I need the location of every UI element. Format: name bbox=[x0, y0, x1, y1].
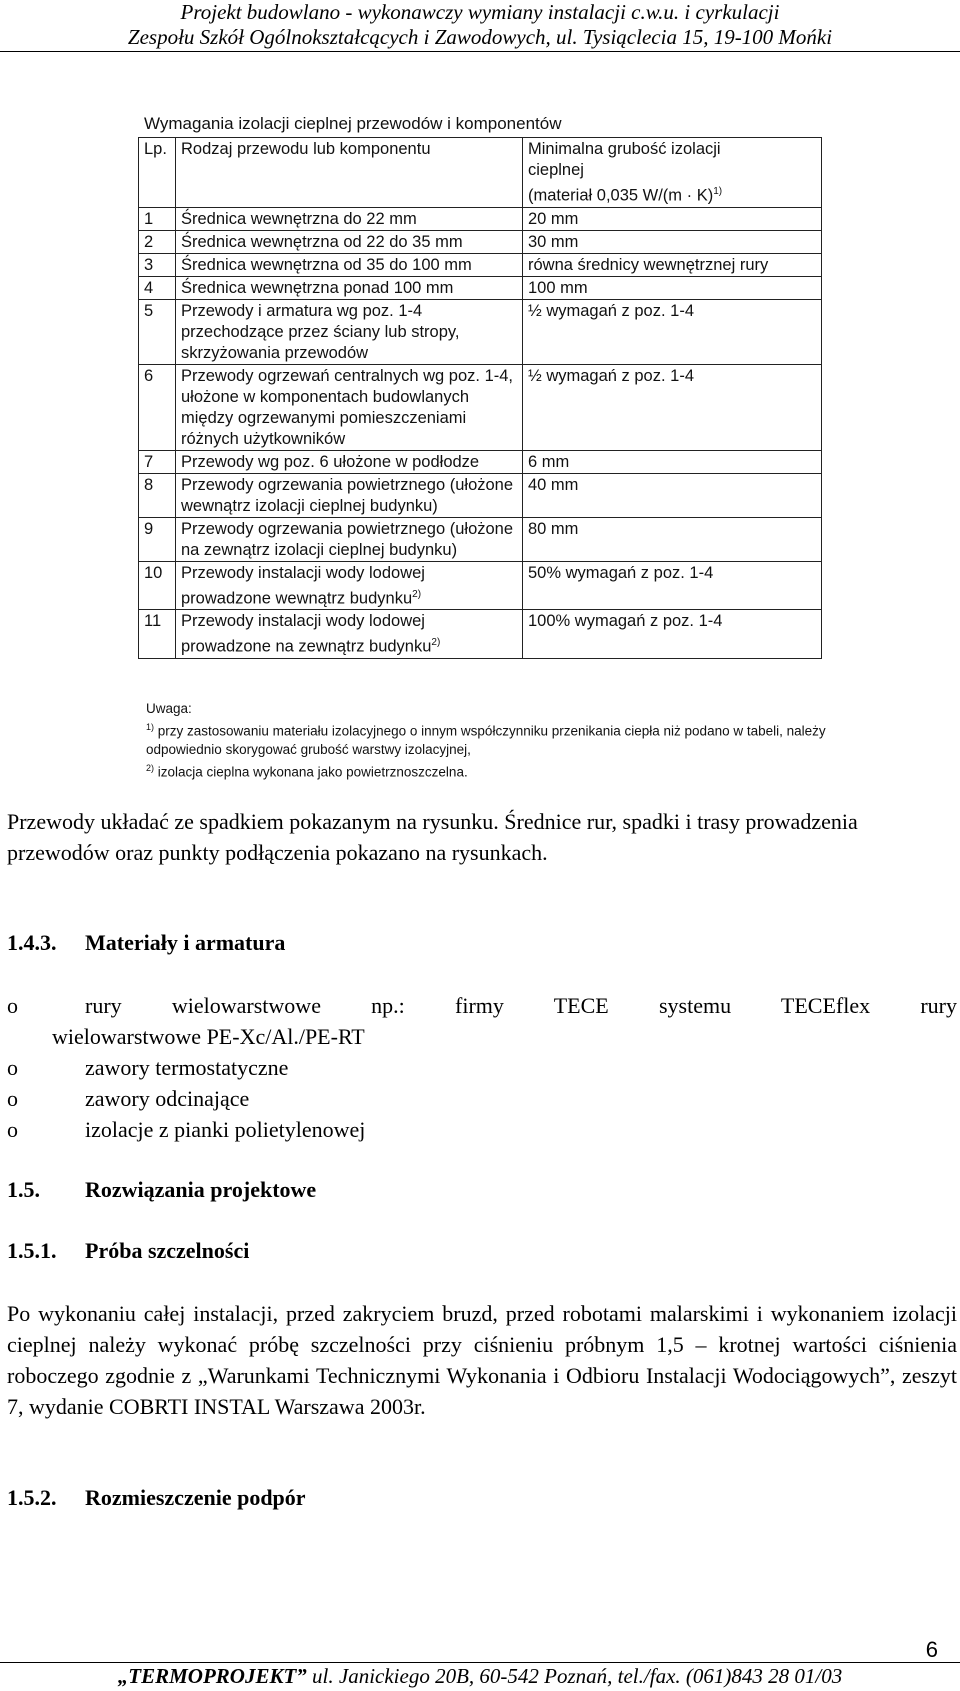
list-item-text: izolacje z pianki polietylenowej bbox=[85, 1117, 366, 1142]
section-title: Próba szczelności bbox=[85, 1238, 250, 1263]
cell-value: 30 mm bbox=[523, 230, 822, 253]
cell-lp: 2 bbox=[139, 230, 176, 253]
cell-lp: 11 bbox=[139, 610, 176, 659]
footer-company: „TERMOPROJEKT” bbox=[117, 1664, 307, 1688]
cell-name bbox=[176, 450, 523, 473]
column-header-value-line1: Minimalna grubość izolacji bbox=[528, 140, 721, 158]
note-2 bbox=[146, 759, 826, 782]
footer-address: ul. Janickiego 20B, 60-542 Poznań, tel./fax. (061)843 28 01/03 bbox=[306, 1664, 843, 1688]
insulation-table bbox=[138, 137, 822, 659]
section-number: 1.5. bbox=[7, 1177, 40, 1202]
cell-value: ½ wymagań z poz. 1-4 bbox=[523, 299, 822, 364]
cell-value: 100% wymagań z poz. 1-4 bbox=[523, 610, 822, 659]
cell-lp: 7 bbox=[139, 450, 176, 473]
list-item bbox=[7, 990, 957, 1021]
table-row bbox=[139, 473, 822, 517]
cell-name-text: Średnica wewnętrzna do 22 mm bbox=[181, 209, 417, 228]
table-row bbox=[139, 561, 822, 610]
cell-value: 100 mm bbox=[523, 276, 822, 299]
cell-name-text: Przewody ogrzewań centralnych wg poz. 1-4, ułożone w komponentach budowlanych między ogrzewanymi pomieszczeniami różnych użytkowników bbox=[181, 366, 513, 448]
cell-value: ½ wymagań z poz. 1-4 bbox=[523, 364, 822, 450]
cell-name-text: Średnica wewnętrzna ponad 100 mm bbox=[181, 278, 454, 297]
page-number: 6 bbox=[925, 1637, 938, 1662]
paragraph-slopes: Przewody układać ze spadkiem pokazanym na rysunku. Średnice rur, spadki i trasy prowadzenia przewodów oraz punkty podłączenia pokazano na rysunkach. bbox=[7, 809, 858, 865]
page-footer bbox=[0, 1664, 960, 1689]
section-number: 1.5.1. bbox=[7, 1238, 57, 1263]
section-heading-leak-test bbox=[7, 1238, 249, 1264]
table-row bbox=[139, 610, 822, 659]
figure-notes bbox=[146, 700, 826, 781]
column-header-value bbox=[523, 138, 822, 208]
cell-name-text: Przewody i armatura wg poz. 1-4 przechodzące przez ściany lub stropy, skrzyżowania przewodów bbox=[181, 301, 460, 362]
table-header-row bbox=[139, 138, 822, 208]
section-title: Rozwiązania projektowe bbox=[85, 1177, 317, 1202]
table-row bbox=[139, 253, 822, 276]
note-1 bbox=[146, 718, 826, 759]
cell-name bbox=[176, 276, 523, 299]
cell-lp: 1 bbox=[139, 207, 176, 230]
cell-name-text: Przewody instalacji wody lodowej prowadzone wewnątrz budynku bbox=[181, 563, 425, 607]
note-2-marker: 2) bbox=[146, 762, 155, 773]
cell-lp: 10 bbox=[139, 561, 176, 610]
note-1-marker: 1) bbox=[146, 722, 155, 732]
cell-value: 50% wymagań z poz. 1-4 bbox=[523, 561, 822, 610]
list-item bbox=[7, 1052, 957, 1083]
table-row bbox=[139, 364, 822, 450]
cell-name bbox=[176, 207, 523, 230]
cell-name bbox=[176, 230, 523, 253]
column-header-value-line2: cieplnej bbox=[528, 161, 584, 179]
section-number: 1.4.3. bbox=[7, 930, 57, 955]
cell-name bbox=[176, 610, 523, 659]
list-item-text: rury wielowarstwowe np.: firmy TECE systemu TECEflex rury bbox=[85, 993, 957, 1018]
note-1-text: przy zastosowaniu materiału izolacyjnego o innym współczynniku przenikania ciepła niż podano w tabeli, należy odpowiednio skorygować grubość warstwy izolacyjnej, bbox=[146, 723, 826, 757]
header-line-2: Zespołu Szkół Ogólnokształcących i Zawodowych, ul. Tysiąclecia 15, 19-100 Mońki bbox=[127, 25, 833, 49]
cell-lp: 4 bbox=[139, 276, 176, 299]
footnote-ref: 2) bbox=[431, 637, 441, 648]
section-heading-design bbox=[7, 1177, 316, 1203]
footnote-ref: 1) bbox=[713, 186, 723, 197]
section-number: 1.5.2. bbox=[7, 1485, 57, 1510]
page-header bbox=[0, 0, 960, 50]
bullet: o bbox=[7, 1055, 18, 1080]
cell-lp: 3 bbox=[139, 253, 176, 276]
cell-value: 6 mm bbox=[523, 450, 822, 473]
cell-name bbox=[176, 364, 523, 450]
cell-lp: 5 bbox=[139, 299, 176, 364]
table-row bbox=[139, 299, 822, 364]
list-item-text: zawory termostatyczne bbox=[85, 1055, 289, 1080]
table-row bbox=[139, 450, 822, 473]
cell-name-text: Przewody wg poz. 6 ułożone w podłodze bbox=[181, 452, 480, 471]
cell-name bbox=[176, 299, 523, 364]
list-item bbox=[7, 1114, 957, 1145]
cell-value: 40 mm bbox=[523, 473, 822, 517]
cell-value: równa średnicy wewnętrznej rury bbox=[523, 253, 822, 276]
footnote-ref: 2) bbox=[412, 588, 422, 600]
cell-name bbox=[176, 473, 523, 517]
table-row bbox=[139, 517, 822, 561]
bullet: o bbox=[7, 993, 18, 1018]
cell-lp: 8 bbox=[139, 473, 176, 517]
cell-value: 20 mm bbox=[523, 207, 822, 230]
list-item bbox=[7, 1083, 957, 1114]
bullet: o bbox=[7, 1086, 18, 1111]
cell-lp: 6 bbox=[139, 364, 176, 450]
cell-value: 80 mm bbox=[523, 517, 822, 561]
table-row bbox=[139, 207, 822, 230]
section-heading-supports bbox=[7, 1485, 306, 1511]
insulation-requirements-figure bbox=[130, 110, 830, 779]
column-header-name: Rodzaj przewodu lub komponentu bbox=[176, 138, 523, 208]
list-item-text: zawory odcinające bbox=[85, 1086, 250, 1111]
notes-label: Uwaga: bbox=[146, 701, 192, 716]
header-line-1: Projekt budowlano - wykonawczy wymiany instalacji c.w.u. i cyrkulacji bbox=[180, 0, 780, 24]
cell-name bbox=[176, 517, 523, 561]
cell-name bbox=[176, 253, 523, 276]
column-header-value-line3: (materiał 0,035 W/(m · K) bbox=[528, 186, 714, 205]
cell-name-text: Przewody instalacji wody lodowej prowadzone na zewnątrz budynku bbox=[181, 612, 432, 656]
cell-name bbox=[176, 561, 523, 610]
cell-lp: 9 bbox=[139, 517, 176, 561]
table-row bbox=[139, 276, 822, 299]
column-header-lp: Lp. bbox=[139, 138, 176, 208]
cell-name-text: Przewody ogrzewania powietrznego (ułożone na zewnątrz izolacji cieplnej budynku) bbox=[181, 519, 514, 559]
footer-divider bbox=[0, 1662, 960, 1663]
list-item-continuation: wielowarstwowe PE-Xc/Al./PE-RT bbox=[52, 1024, 365, 1049]
cell-name-text: Przewody ogrzewania powietrznego (ułożone wewnątrz izolacji cieplnej budynku) bbox=[181, 475, 514, 515]
figure-title: Wymagania izolacji cieplnej przewodów i komponentów bbox=[144, 114, 562, 133]
section-heading-materials bbox=[7, 930, 285, 956]
cell-name-text: Średnica wewnętrzna od 22 do 35 mm bbox=[181, 232, 463, 251]
section-title: Materiały i armatura bbox=[85, 930, 286, 955]
header-divider bbox=[0, 51, 960, 52]
bullet: o bbox=[7, 1117, 18, 1142]
cell-name-text: Średnica wewnętrzna od 35 do 100 mm bbox=[181, 255, 472, 274]
materials-list bbox=[7, 990, 957, 1145]
paragraph-leak-test: Po wykonaniu całej instalacji, przed zakryciem bruzd, przed robotami malarskimi i wykonaniem izolacji cieplnej należy wykonać próbę szczelności przy ciśnieniu próbnym 1,5 – krotnej wartości ciśnienia roboczego zgodnie z „Warunkami Technicznymi Wykonania i Odbioru Instalacji Wodociągowych”, zeszyt 7, wydanie COBRTI INSTAL Warszawa 2003r. bbox=[7, 1301, 957, 1419]
section-title: Rozmieszczenie podpór bbox=[85, 1485, 306, 1510]
table-row bbox=[139, 230, 822, 253]
note-2-text: izolacja cieplna wykonana jako powietrznoszczelna. bbox=[157, 764, 468, 779]
